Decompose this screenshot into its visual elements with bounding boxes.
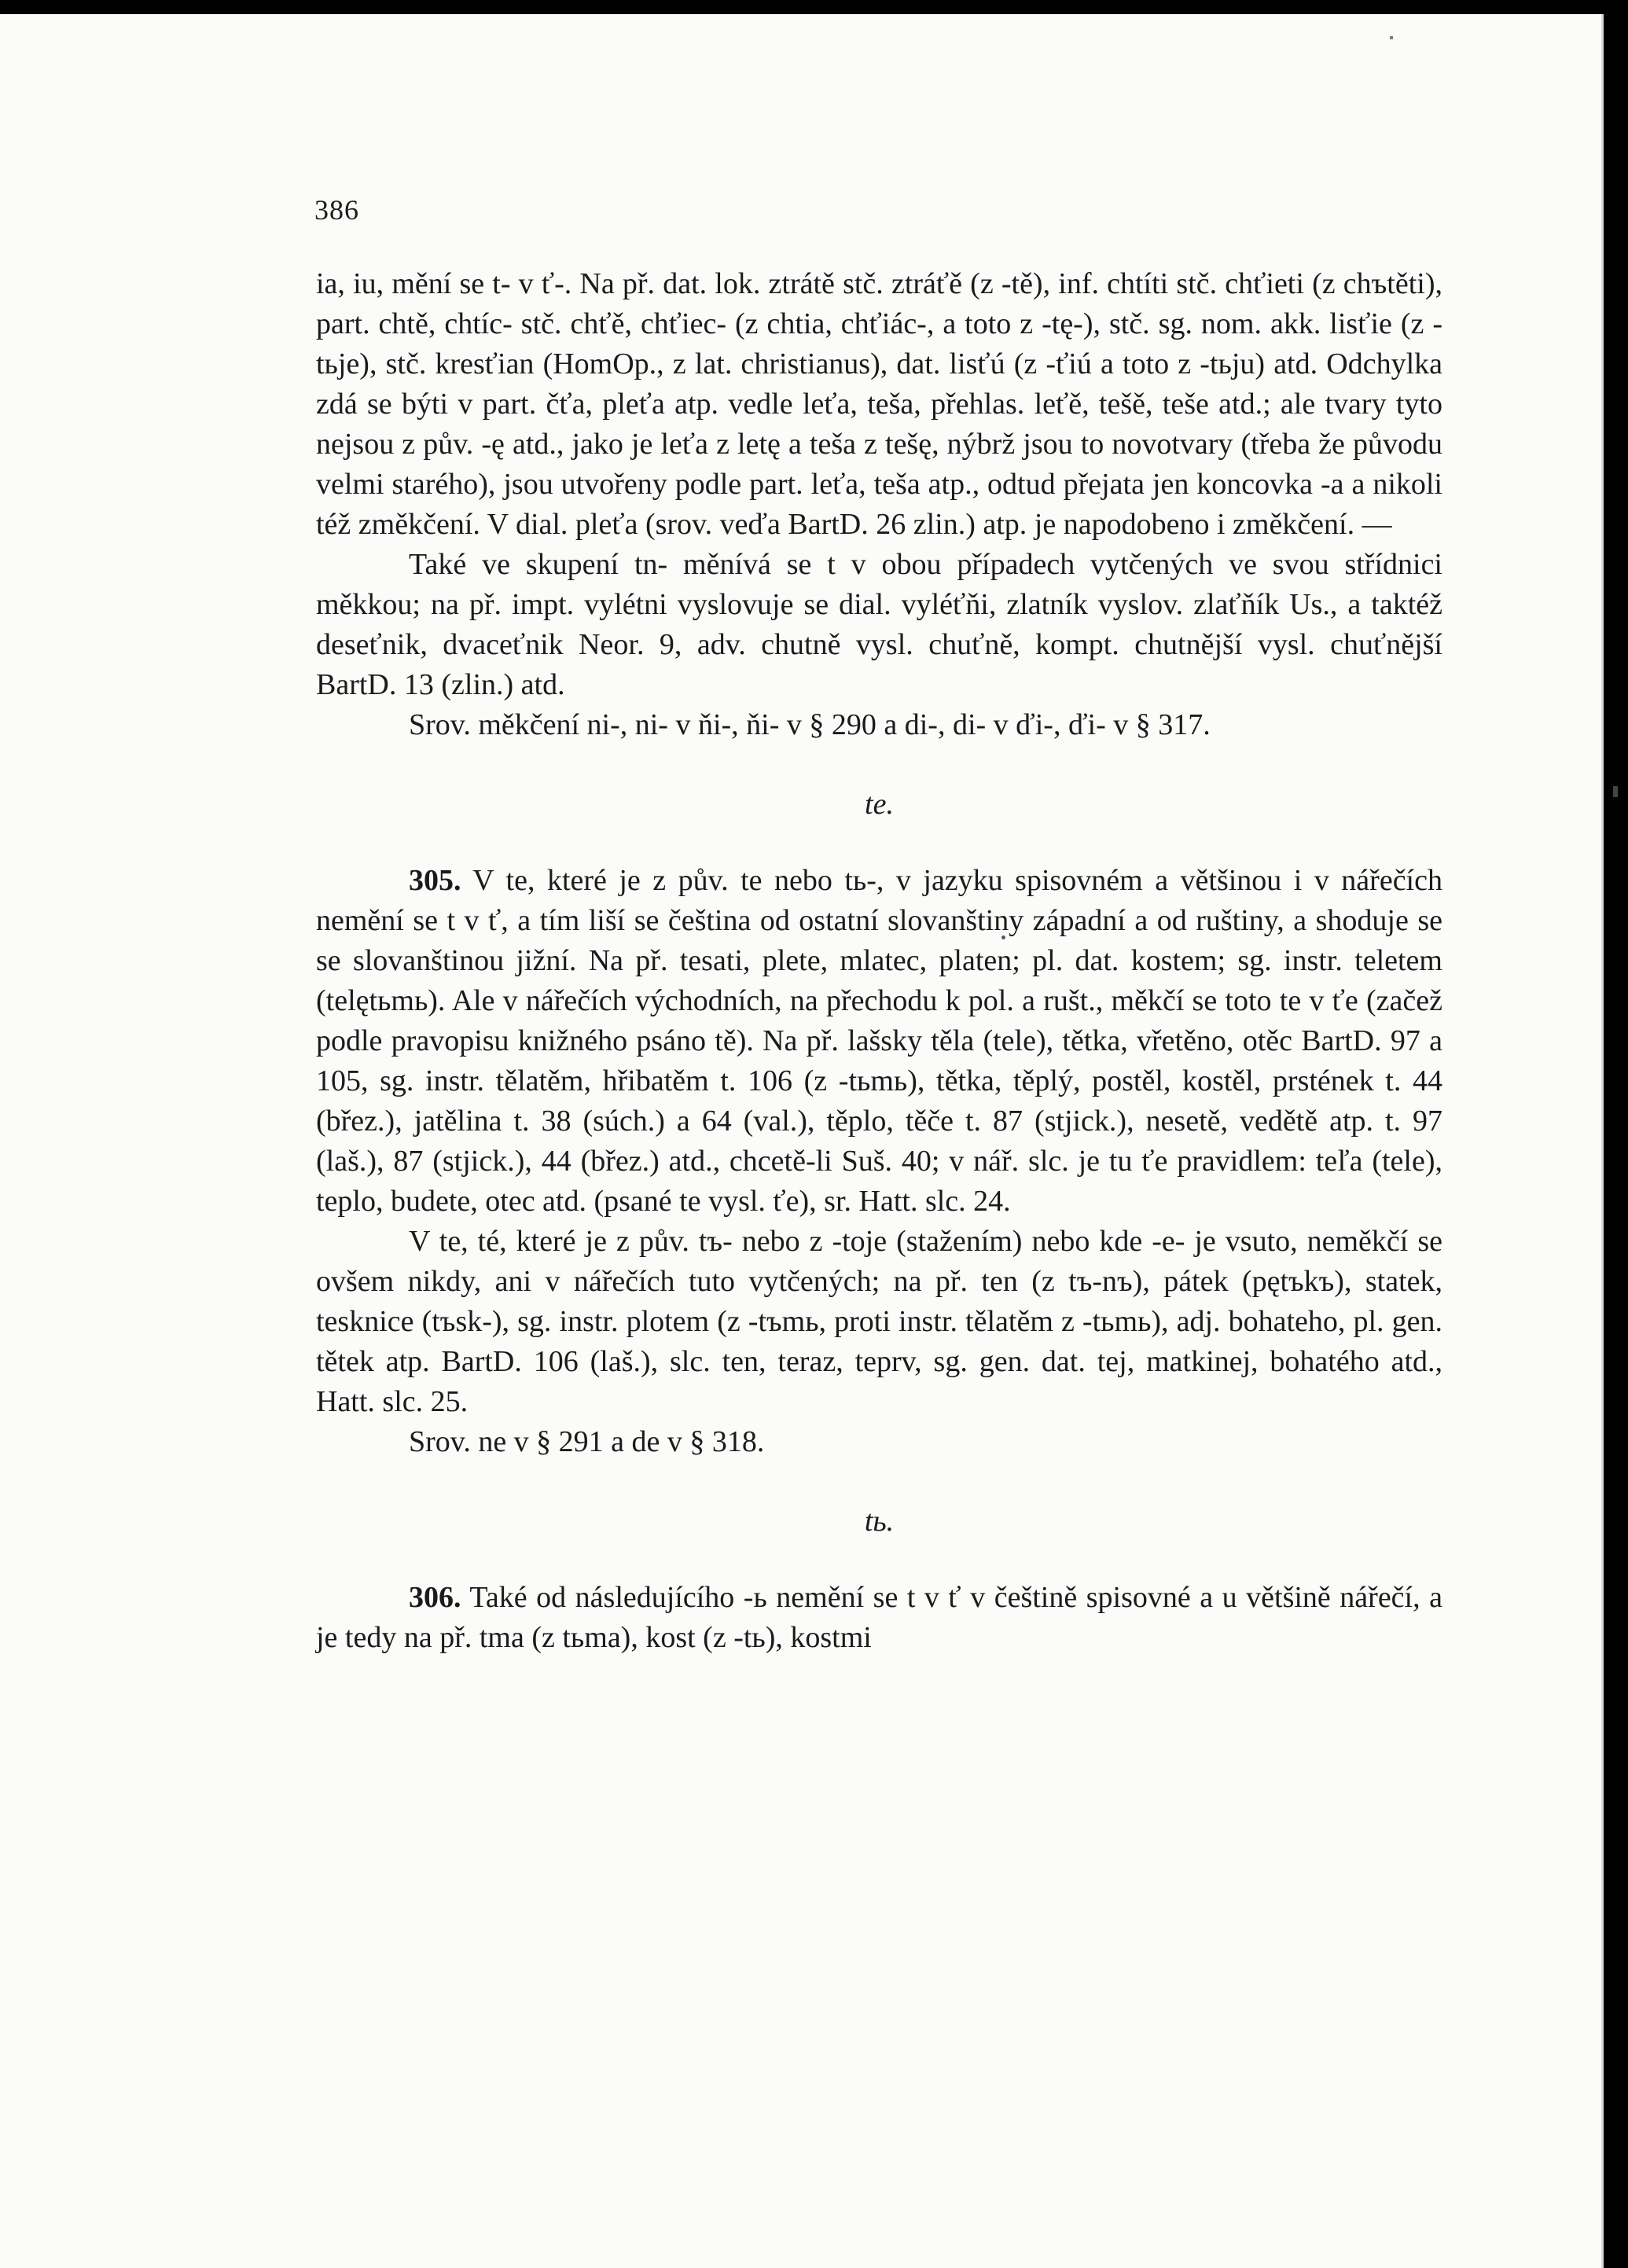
page-number: 386	[314, 194, 359, 226]
section-heading-tb: tь.	[864, 1505, 895, 1538]
section-number-306: 306.	[409, 1581, 461, 1614]
body-text	[316, 264, 1442, 1658]
paragraph-305	[316, 861, 1442, 1222]
paragraph-306-text: Také od následujícího -ь nemění se t v ť v češtině spisovné a u většině nářečí, a je tedy na př. tma (z tьma), kost (z -tь), kostmi	[316, 1581, 1442, 1654]
paragraph-srov-1: Srov. měkčení ni-, ni- v ňi-, ňi- v § 290 a di-, di- v ďi-, ďi- v § 317.	[409, 708, 1211, 741]
paragraph-306	[316, 1578, 1442, 1658]
paragraph-srov-2: Srov. ne v § 291 a de v § 318.	[409, 1425, 765, 1458]
scan-speck	[1390, 36, 1393, 39]
book-page	[0, 14, 1604, 2268]
paragraph-tn: Také ve skupení tn- měnívá se t v obou případech vytčených ve svou střídnici měkkou; na př. impt. vylétni vyslovuje se dial. vyléťňi, zlatník vyslov. zlaťňík Us., a taktéž deseťnik, dvaceťnik Neor. 9, adv. chutně vysl. chuťně, kompt. chutnější vysl. chuťnější BartD. 13 (zlin.) atd.	[316, 548, 1442, 701]
paragraph-continuation: ia, iu, mění se t- v ť-. Na př. dat. lok. ztrátě stč. ztráťě (z -tě), inf. chtíti stč. chťieti (z chъtěti), part. chtě, chtíc- stč. chťě, chťiec- (z chtia, chťiác-, a toto z -tę-), stč. sg. nom. akk. lisťie (z -tьje), stč. kresťian (HomOp., z lat. christianus), dat. lisťú (z -ťiú a toto z -tьju) atd. Odchylka zdá se býti v part. čťa, pleťa atp. vedle leťa, teša, přehlas. leťě, tešě, teše atd.; ale tvary tyto nejsou z pův. -ę atd., jako je leťa z letę a teša z tešę, nýbrž jsou to novotvary (třeba že původu velmi starého), jsou utvořeny podle part. leťa, teša atp., odtud přejata jen koncovka -a a nikoli též změkčení. V dial. pleťa (srov. veďa BartD. 26 zlin.) atp. je napodobeno i změkčení. —	[316, 267, 1442, 541]
section-number-305: 305.	[409, 864, 461, 897]
section-heading-te: te.	[865, 788, 894, 821]
scan-edge-mark	[1613, 786, 1618, 797]
paragraph-305-b: V te, té, které je z pův. tъ- nebo z -toje (stažením) nebo kde -e- je vsuto, neměkčí se ovšem nikdy, ani v nářečích tuto vytčených; na př. ten (z tъ-nъ), pátek (pętъkъ), statek, tesknice (tъsk-), sg. instr. plotem (z -tъmь, proti instr. tělatěm z -tьmь), adj. bohateho, pl. gen. tětek atp. BartD. 106 (laš.), slc. ten, teraz, teprv, sg. gen. dat. tej, matkinej, bohatého atd., Hatt. slc. 25.	[316, 1225, 1442, 1418]
paragraph-305-text: V te, které je z pův. te nebo tь-, v jazyku spisovném a většinou i v nářečích nemění se t v ť, a tím liší se čeština od ostatní slovanštiny západní a od ruštiny, a shoduje se se slovanštinou jižní. Na př. tesati, plete, mlatec, platen; pl. dat. kostem; sg. instr. teletem (telętьmь). Ale v nářečích východních, na přechodu k pol. a rušt., měkčí se toto te v ťe (začež podle pravopisu knižného psáno tě). Na př. lašsky těla (tele), tětka, vřetěno, otěc BartD. 97 a 105, sg. instr. tělatěm, hřibatěm t. 106 (z -tьmь), tětka, těplý, postěl, kostěl, prstének t. 44 (břez.), jatělina t. 38 (súch.) a 64 (val.), těplo, těče t. 87 (stjick.), nesetě, vedětě atp. t. 97 (laš.), 87 (stjick.), 44 (břez.) atd., chcetě-li Suš. 40; v nář. slc. je tu ťe pravidlem: teľa (tele), teplo, budete, otec atd. (psané te vysl. ťe), sr. Hatt. slc. 24.	[316, 864, 1442, 1218]
